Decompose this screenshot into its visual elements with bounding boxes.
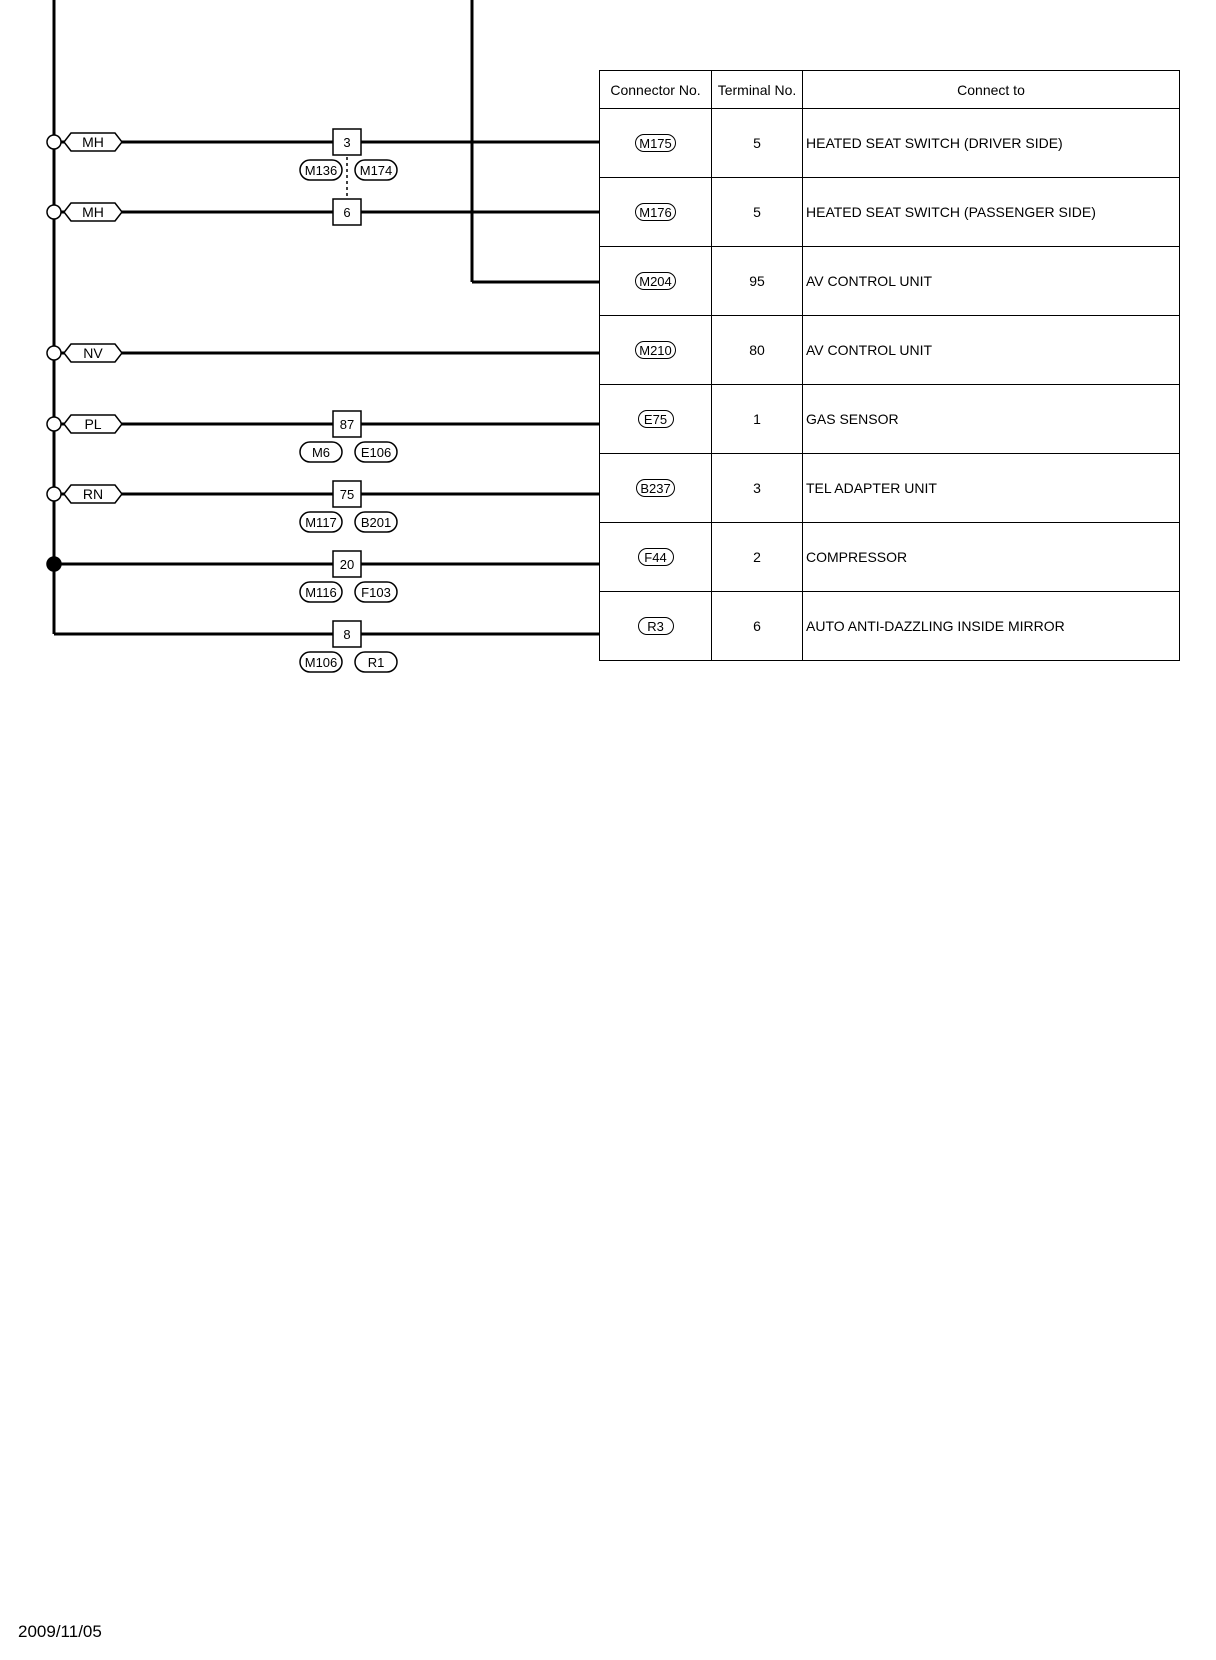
terminal-number: 3 [712,454,803,523]
splice-open-icon [47,417,61,431]
connector-label: R1 [367,655,385,670]
connector-label: M6 [311,445,331,460]
connector-label: M136 [304,163,338,178]
connect-to: TEL ADAPTER UNIT [803,454,1180,523]
table-row [600,178,1180,247]
terminal-number: 95 [712,247,803,316]
connect-to: HEATED SEAT SWITCH (DRIVER SIDE) [803,109,1180,178]
wire-color-label: NV [83,345,103,361]
connector-label: F103 [361,585,391,600]
connector-badge: M204 [635,272,676,290]
table-row [600,385,1180,454]
terminal-box-number: 6 [343,205,351,220]
wire-color-label: PL [84,416,102,432]
table-row [600,316,1180,385]
connect-to: AV CONTROL UNIT [803,316,1180,385]
connector-label: M106 [304,655,338,670]
connector-badge: M210 [635,341,676,359]
connect-to: AUTO ANTI-DAZZLING INSIDE MIRROR [803,592,1180,661]
splice-filled-icon [47,557,61,571]
wire-color-label: RN [82,486,104,502]
connector-label: E106 [360,445,392,460]
splice-open-icon [47,346,61,360]
splice-open-icon [47,135,61,149]
wire-color-label: MH [82,134,104,150]
header-terminal-no: Terminal No. [712,71,803,109]
connect-to: COMPRESSOR [803,523,1180,592]
terminal-number: 5 [712,178,803,247]
table-row [600,247,1180,316]
connector-label: M116 [305,585,337,600]
splice-open-icon [47,487,61,501]
table-row [600,109,1180,178]
table-row [600,592,1180,661]
table-header-row [600,71,1180,109]
terminal-box-number: 8 [343,627,351,642]
connect-to: GAS SENSOR [803,385,1180,454]
table-row [600,523,1180,592]
connector-badge: F44 [638,548,674,566]
connect-to: HEATED SEAT SWITCH (PASSENGER SIDE) [803,178,1180,247]
terminal-number: 1 [712,385,803,454]
terminal-box-number: 3 [343,135,351,150]
header-connector-no: Connector No. [600,71,712,109]
connector-label: B201 [360,515,392,530]
terminal-number: 5 [712,109,803,178]
connect-to: AV CONTROL UNIT [803,247,1180,316]
wire-color-label: MH [82,204,104,220]
terminal-box-number: 20 [339,557,355,572]
terminal-box-number: 75 [339,487,355,502]
terminal-number: 80 [712,316,803,385]
connector-badge: M176 [635,203,676,221]
connector-table [599,70,1180,661]
connector-badge: M175 [635,134,676,152]
table-row [600,454,1180,523]
connector-badge: R3 [638,617,674,635]
terminal-number: 6 [712,592,803,661]
connector-badge: B237 [636,479,674,497]
connector-badge: E75 [638,410,674,428]
header-connect-to: Connect to [803,71,1180,109]
terminal-number: 2 [712,523,803,592]
footer-date: 2009/11/05 [18,1622,102,1641]
terminal-box-number: 87 [339,417,355,432]
splice-open-icon [47,205,61,219]
connector-label: M174 [359,163,393,178]
connector-label: M117 [305,515,337,530]
